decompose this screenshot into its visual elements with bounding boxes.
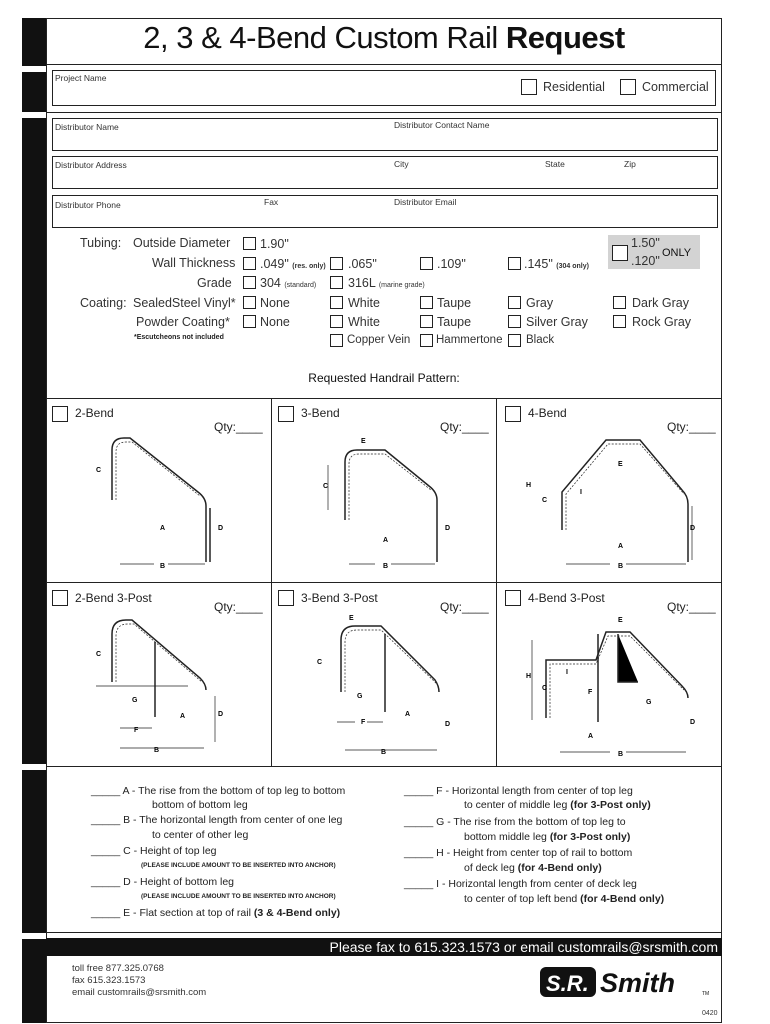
diagram-3bend <box>305 430 485 575</box>
dim-label: D <box>445 525 451 532</box>
wt-065-label: .065" <box>348 257 377 271</box>
legend-f-cont: to center of middle leg (for 3-Post only) <box>464 799 651 811</box>
dim-label: F <box>361 719 366 726</box>
bar-gap <box>22 933 46 939</box>
wt-145-label: .145" (304 only) <box>524 257 589 271</box>
dim-label: A <box>180 713 186 720</box>
pattern-4bend-qty: Qty:____ <box>667 420 716 434</box>
legend-d-note: (PLEASE INCLUDE AMOUNT TO BE INSERTED INTO ANCHOR) <box>141 893 336 900</box>
powder-copper-vein-checkbox[interactable] <box>330 334 343 347</box>
dim-label: A <box>405 711 411 718</box>
fax-label: Fax <box>264 197 279 207</box>
grid-line <box>46 766 722 767</box>
distributor-name-field[interactable] <box>52 118 718 151</box>
distributor-phone-label: Distributor Phone <box>55 200 121 210</box>
wall-thickness-label: Wall Thickness <box>152 256 236 270</box>
vinyl-option-label: Taupe <box>437 296 472 310</box>
grid-line <box>496 398 497 766</box>
pattern-4bend3post-title: 4-Bend 3-Post <box>528 591 605 605</box>
residential-label: Residential <box>543 80 605 94</box>
dim-label: B <box>618 751 624 757</box>
bar-gap <box>22 66 46 72</box>
vinyl-option-label: None <box>260 296 290 310</box>
legend-i-cont: to center of top left bend (for 4-Bend only) <box>464 893 665 905</box>
legend-d: _____ D - Height of bottom leg <box>91 876 235 888</box>
page-title: 2, 3 & 4-Bend Custom Rail Request <box>143 20 625 55</box>
dim-label: C <box>542 497 548 504</box>
dim-label: D <box>218 525 224 532</box>
dim-label: A <box>160 525 166 532</box>
powder-black-checkbox[interactable] <box>508 334 521 347</box>
legend-c-note: (PLEASE INCLUDE AMOUNT TO BE INSERTED INTO ANCHOR) <box>141 862 336 869</box>
rail-path <box>341 626 439 692</box>
legend-b: _____ B - The horizontal length from center of one leg <box>91 814 343 826</box>
pattern-2bend3post-qty: Qty:____ <box>214 600 263 614</box>
wt-065-checkbox[interactable] <box>330 257 343 270</box>
pattern-3bend3post-checkbox[interactable] <box>278 590 294 606</box>
wt-109-label: .109" <box>437 257 466 271</box>
rail-path <box>562 440 688 562</box>
distributor-name-label: Distributor Name <box>55 122 119 132</box>
od-120-label: .120" <box>631 254 660 268</box>
wt-049-label: .049" (res. only) <box>260 257 326 271</box>
dim-label: D <box>690 525 696 532</box>
dim-label: B <box>383 563 389 570</box>
dim-label: A <box>383 537 389 544</box>
tubing-label: Tubing: <box>80 236 122 250</box>
dim-label: F <box>588 689 593 696</box>
powder-option-label: White <box>348 315 380 329</box>
pattern-3bend-qty: Qty:____ <box>440 420 489 434</box>
grade-304-checkbox[interactable] <box>243 276 256 289</box>
powder-hammertone-checkbox[interactable] <box>420 334 433 347</box>
pattern-4bend-checkbox[interactable] <box>505 406 521 422</box>
dim-label: A <box>588 733 594 740</box>
diagram-3bend3post <box>305 612 485 757</box>
city-label: City <box>394 159 409 169</box>
dim-label: E <box>618 461 623 468</box>
pattern-3bend-checkbox[interactable] <box>278 406 294 422</box>
escutcheons-note: *Escutcheons not included <box>134 334 224 341</box>
form-code: 0420 <box>702 1010 718 1017</box>
legend-c: _____ C - Height of top leg <box>91 845 217 857</box>
grade-316-checkbox[interactable] <box>330 276 343 289</box>
pattern-4bend-title: 4-Bend <box>528 406 567 420</box>
vinyl-gray-checkbox[interactable] <box>508 296 521 309</box>
toll-free: toll free 877.325.0768 <box>72 963 164 974</box>
powder-option-label: Black <box>526 334 555 346</box>
powder-rock-gray-checkbox[interactable] <box>613 315 626 328</box>
powder-coating-label: Powder Coating* <box>136 315 230 329</box>
powder-option-label: Rock Gray <box>632 315 692 329</box>
srsmith-logo <box>538 965 716 999</box>
vinyl-dark-gray-checkbox[interactable] <box>613 296 626 309</box>
logo-sr-text: S.R. <box>546 971 589 996</box>
powder-option-label: None <box>260 315 290 329</box>
dim-label: H <box>526 673 532 680</box>
footer-banner: Please fax to 615.323.1573 or email customrails@srsmith.com <box>46 938 722 956</box>
od-190-label: 1.90" <box>260 237 289 251</box>
grid-line <box>46 398 722 399</box>
distributor-address-label: Distributor Address <box>55 160 127 170</box>
dim-label: F <box>134 727 139 734</box>
od-150-checkbox[interactable] <box>612 245 628 261</box>
dim-label: A <box>618 543 624 550</box>
rail-path <box>345 450 437 562</box>
only-label: ONLY <box>662 247 692 259</box>
od-150-label: 1.50" <box>631 236 660 250</box>
dim-label: I <box>566 669 568 676</box>
dim-label: D <box>218 711 224 718</box>
dim-label: B <box>381 749 387 756</box>
legend-f: _____ F - Horizontal length from center of top leg <box>404 785 633 797</box>
pattern-2bend-checkbox[interactable] <box>52 406 68 422</box>
dim-label: E <box>349 615 354 622</box>
diagram-2bend3post <box>80 612 260 757</box>
powder-option-label: Copper Vein <box>347 334 411 346</box>
dim-label: H <box>526 482 532 489</box>
pattern-2bend-title: 2-Bend <box>75 406 114 420</box>
zip-label: Zip <box>624 159 636 169</box>
powder-option-label: Hammertone <box>436 334 503 346</box>
distributor-phone-field[interactable] <box>52 195 718 228</box>
legend-a: _____ A - The rise from the bottom of top leg to bottom <box>91 785 346 797</box>
commercial-label: Commercial <box>642 80 709 94</box>
logo-tm: TM <box>702 991 710 997</box>
legend-b-cont: to center of other leg <box>152 829 249 841</box>
distributor-contact-label: Distributor Contact Name <box>394 120 490 130</box>
od-190-checkbox[interactable] <box>243 237 256 250</box>
powder-none-checkbox[interactable] <box>243 315 256 328</box>
grade-316-label: 316L (marine grade) <box>348 276 425 290</box>
diagram-4bend3post <box>510 612 710 757</box>
logo-smith-text: Smith <box>600 968 676 998</box>
dim-label: I <box>580 489 582 496</box>
wt-109-checkbox[interactable] <box>420 257 433 270</box>
dim-label: B <box>154 747 160 754</box>
dim-label: G <box>357 693 363 700</box>
residential-checkbox[interactable] <box>521 79 537 95</box>
grade-304-label: 304 (standard) <box>260 276 317 290</box>
vinyl-white-checkbox[interactable] <box>330 296 343 309</box>
dim-label: B <box>618 563 624 570</box>
vinyl-none-checkbox[interactable] <box>243 296 256 309</box>
dim-label: D <box>445 721 451 728</box>
dim-label: C <box>96 651 102 658</box>
powder-option-label: Taupe <box>437 315 472 329</box>
dim-label: C <box>96 467 102 474</box>
rail-path <box>112 620 206 690</box>
dim-label: G <box>132 697 138 704</box>
pattern-3bend3post-title: 3-Bend 3-Post <box>301 591 378 605</box>
bar-gap <box>22 764 46 770</box>
left-black-bar <box>22 18 46 1023</box>
dim-label: C <box>317 659 323 666</box>
dim-label: G <box>646 699 652 706</box>
pattern-2bend3post-checkbox[interactable] <box>52 590 68 606</box>
wt-049-checkbox[interactable] <box>243 257 256 270</box>
powder-silver-gray-checkbox[interactable] <box>508 315 521 328</box>
grid-line <box>46 582 722 583</box>
legend-h: _____ H - Height from center top of rail to bottom <box>404 847 633 859</box>
divider <box>46 64 722 65</box>
project-name-label: Project Name <box>55 73 107 83</box>
vinyl-option-label: White <box>348 296 380 310</box>
pattern-4bend3post-checkbox[interactable] <box>505 590 521 606</box>
grade-label: Grade <box>197 276 232 290</box>
divider <box>46 112 722 113</box>
powder-taupe-checkbox[interactable] <box>420 315 433 328</box>
wt-145-checkbox[interactable] <box>508 257 521 270</box>
powder-option-label: Silver Gray <box>526 315 588 329</box>
legend-i: _____ I - Horizontal length from center of deck leg <box>404 878 637 890</box>
rail-path <box>112 438 206 562</box>
vinyl-option-label: Dark Gray <box>632 296 689 310</box>
contact-info <box>72 963 206 999</box>
pattern-3bend-title: 3-Bend <box>301 406 340 420</box>
diagram-4bend <box>510 430 710 575</box>
pattern-heading: Requested Handrail Pattern: <box>308 371 460 385</box>
dim-label: E <box>618 617 623 624</box>
outside-diameter-label: Outside Diameter <box>133 236 231 250</box>
commercial-checkbox[interactable] <box>620 79 636 95</box>
vinyl-taupe-checkbox[interactable] <box>420 296 433 309</box>
legend-g-cont: bottom middle leg (for 3-Post only) <box>464 831 631 843</box>
dim-label: D <box>690 719 696 726</box>
divider <box>46 932 722 933</box>
contact-email: email customrails@srsmith.com <box>72 987 207 998</box>
state-label: State <box>545 159 565 169</box>
grid-line <box>271 398 272 766</box>
distributor-email-label: Distributor Email <box>394 197 457 207</box>
legend-a-cont: bottom of bottom leg <box>152 799 248 811</box>
dim-label: E <box>361 438 366 445</box>
fax-number: fax 615.323.1573 <box>72 975 146 986</box>
pattern-2bend-qty: Qty:____ <box>214 420 263 434</box>
vinyl-option-label: Gray <box>526 296 554 310</box>
dim-label: C <box>542 685 548 692</box>
legend-g: _____ G - The rise from the bottom of top leg to <box>404 816 626 828</box>
project-name-field[interactable] <box>52 70 716 106</box>
pattern-4bend3post-qty: Qty:____ <box>667 600 716 614</box>
sealed-vinyl-label: SealedSteel Vinyl* <box>133 296 236 310</box>
dim-label: B <box>160 563 166 570</box>
distributor-address-field[interactable] <box>52 156 718 189</box>
dim-label: C <box>323 483 329 490</box>
legend-h-cont: of deck leg (for 4-Bend only) <box>464 862 602 874</box>
diagram-2bend <box>80 430 260 575</box>
powder-white-checkbox[interactable] <box>330 315 343 328</box>
coating-label: Coating: <box>80 296 127 310</box>
pattern-3bend3post-qty: Qty:____ <box>440 600 489 614</box>
pattern-2bend3post-title: 2-Bend 3-Post <box>75 591 152 605</box>
bar-gap <box>22 112 46 118</box>
legend-e: _____ E - Flat section at top of rail (3 & 4-Bend only) <box>91 907 341 919</box>
